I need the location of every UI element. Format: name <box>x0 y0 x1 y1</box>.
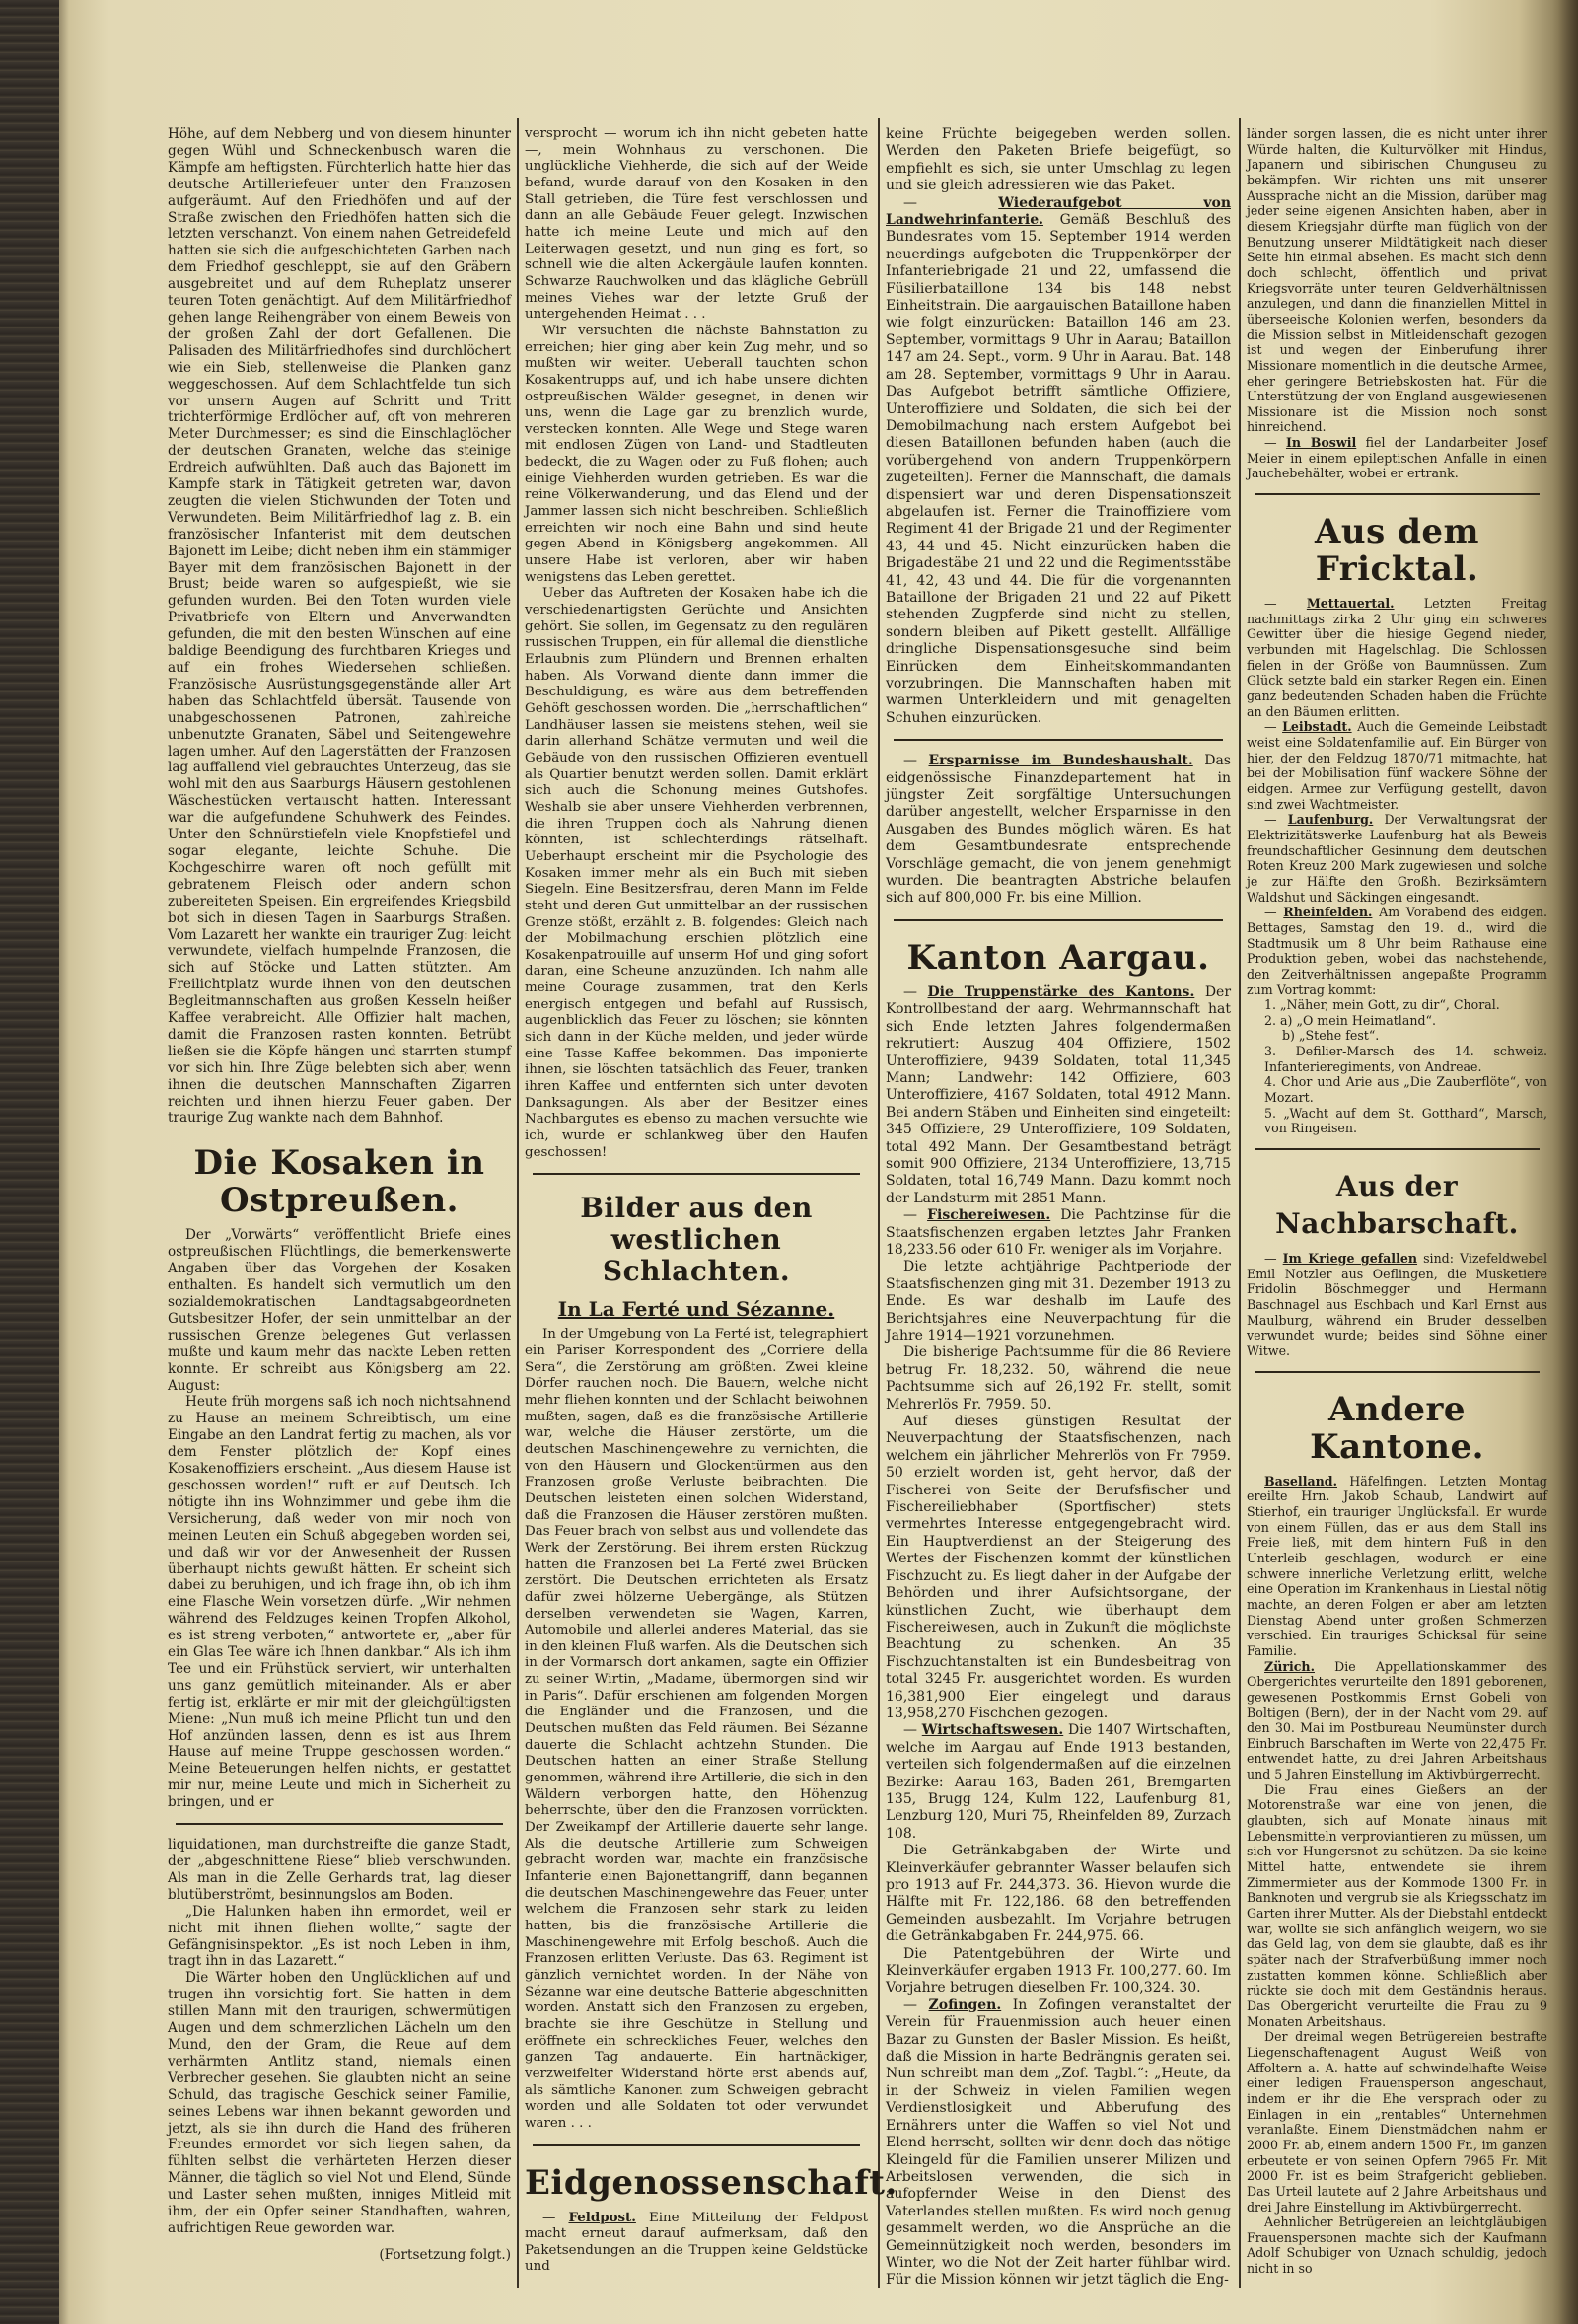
headline-andere-kantone: Andere Kantone. <box>1310 1389 1484 1467</box>
article-text: Der Verwaltungsrat der Elektrizitätswerke Laufenburg hat als Beweis freundschaftlicher Gesinnung dem deutschen Roten Kreuz 200 Mark zugewiesen und solche je zur Hälfte den Großh. Bezirksämtern Waldshut und Säckingen eingesandt. <box>1247 812 1547 905</box>
article-text: — Mettauertal. Letzten Freitag nachmittags zirka 2 Uhr ging ein schweres Gewitter über die hiesige Gegend nieder, verbunden mit Hagelschlag. Die Schlossen fielen in der Größe von Baumnüssen. Zum Glück setzte bald ein starker Regen ein. Einen ganz bedeutenden Schaden haben die Früchte an den Bäumen erlitten. <box>1247 596 1547 719</box>
headline-eidgenossenschaft: Eidgenossenschaft. <box>525 2162 897 2203</box>
headline-fricktal: Aus dem Fricktal. <box>1315 512 1479 590</box>
article-text: länder sorgen lassen, die es nicht unter ihrer Würde halten, die Kulturvölker mit Hindus, Japanern und sibirischen Chunguseu zu bekämpfen. Wir richten uns mit unserer Aussprache nicht an die Mission, darüber mag jeder seine eigenen Ansichten haben, aber in diesem Kriegsjahr dürfte man füglich von der Benutzung unserer Mildtätigkeit nach dieser Seite hin einmal absehen. Es macht sich denn doch schlecht, öffentlich und privat Kriegsvorräte unter teuren Geldverhältnissen anzulegen, und dann die finanziellen Mittel in überseeische Kolonien werfen, besonders da die Mission selbst in Mitleidenschaft gezogen ist und wegen der Einberufung ihrer Missionare momentlich in die deutsche Armee, eher geringere Betriebskosten hat. Für die Unterstützung der von England ausgewiesenen Missionare ist die Mission noch sonst hinreichend. <box>1247 126 1547 435</box>
article-text: sind: Vizefeldwebel Emil Notzler aus Oeflingen, die Musketiere Fridolin Böschmegger und Hermann Baschnagel aus Eschbach und Karl Ernst aus Maulburg, während ein Bruder desselben verwundet wurde; beides sind Söhne einer Witwe. <box>1247 1251 1547 1358</box>
headline-aargau: Kanton Aargau. <box>906 937 1210 978</box>
keyword: Im Kriege gefallen <box>1282 1251 1418 1267</box>
section-divider <box>894 919 1223 921</box>
article-text: Die 1407 Wirtschaften, welche im Aargau auf Ende 1913 bestanden, verteilen sich folgendermaßen auf die einzelnen Bezirke: Aarau 163, Baden 261, Bremgarten 135, Brugg 124, Kulm 122, Laufenburg 81, Lenzburg 120, Muri 75, Rheinfelden 89, Zurzach 108. <box>886 1722 1232 1842</box>
keyword: Baselland. <box>1264 1473 1337 1489</box>
article-text: — Die Truppenstärke des Kantons. Der Kontrollbestand der aarg. Wehrmannschaft hat sich Ende letzten Jahres folgendermaßen rekrutiert: Auszug 404 Offiziere, 1502 Unteroffiziere, 9439 Soldaten, total 11,345 Mann; Landwehr: 142 Offiziere, 603 Unteroffiziere, 4167 Soldaten, total 4912 Mann. Bei andern Stäben und Einheiten sind eingeteilt: 345 Offiziere, 29 Unteroffiziere, 109 Soldaten, total 492 Mann. Der Gesamtbestand beträgt somit 900 Offiziere, 2134 Unteroffiziere, 13,715 Soldaten, total 16,749 Mann. Dazu kommt noch der Landsturm mit 2851 Mann. <box>886 983 1232 1206</box>
subheadline: In La Ferté und Sézanne. <box>557 1297 835 1322</box>
article-text: — Leibstadt. Auch die Gemeinde Leibstadt weist eine Soldatenfamilie auf. Ein Bürger von hier, der den Feldzug 1870/71 mitmachte, hat bei der Mobilisation fünf wackere Söhne der eidgen. Armee zur Verfügung gestellt, davon sind zwei Wachtmeister. <box>1247 719 1547 812</box>
article-text: — Wiederaufgebot von Landwehrinfanterie. Gemäß Beschluß des Bundesrates vom 15. September 1914 werden neuerdings aufgeboten die Truppenkörper der Infanteriebrigade 21 und 22, umfassend die Füsilierbataillone 134 bis 148 nebst Einheitstrain. Die aargauischen Bataillone haben wie folgt einzurücken: Bataillon 146 am 23. September, vormittags 9 Uhr in Aarau; Bataillon 147 am 24. Sept., vorm. 9 Uhr in Aarau. Bat. 148 am 28. September, vormittags 9 Uhr in Aarau. Das Aufgebot betrifft sämtliche Offiziere, Unteroffiziere und Soldaten, die sich bei der Demobilmachung nach erstem Aufgebot bei diesen Bataillonen befunden haben (auch die vorübergehend von andern Truppenkörpern zugeteilten). Ferner die Mannschaft, die damals dispensiert war und deren Dispensationszeit abgelaufen ist. Ferner die Trainoffiziere vom Regiment 41 der Brigade 21 und der Regimenter 43, 44 und 45. Nicht einzurücken haben die Brigadestäbe 21 und 22 und die Regimentsstäbe 41, 42, 43 und 44. Die für die vorgenannten Bataillone der Brigaden 21 und 22 auf Pikett stehenden Zugpferde sind nicht zu stellen, sondern bleiben auf Pikett gestellt. Allfällige dringliche Dispensationsgesuche sind beim Einrücken dem Einheitskommandanten vorzubringen. Die Mannschaften haben mit warmen Unterkleidern und mit genagelten Schuhen einzurücken. <box>886 194 1231 726</box>
article-text: Letzten Freitag nachmittags zirka 2 Uhr ging ein schweres Gewitter über die hiesige Gegend nieder, verbunden mit Hagelschlag. Die Schlossen fielen in der Größe von Baumnüssen. Zum Glück setzte bald ein starker Regen ein. Einen ganz bedeutenden Schaden haben die Früchte an den Bäumen erlitten. <box>1247 596 1547 719</box>
program-item: 3. Defilier-Marsch des 14. schweiz. Infanterieregiments, von Andreae. <box>1264 1044 1547 1074</box>
column-rule <box>878 118 880 2288</box>
feuilleton-text: Die Wärter hoben den Unglücklichen auf und trugen ihn vorsichtig fort. Sie hatten in dem stillen Mann mit den traurigen, schwermütigen Augen und dem schmerzlichen Lächeln um den Mund, den der Gram, die Reue auf dem verhärmten Antlitz stand, niemals einen Verbrecher gesehen. Sie glaubten nicht an seine Schuld, das tragische Geschick seiner Familie, seines Lebens war ihnen bekannt geworden und jetzt, als sie ihn durch die Hand des früheren Freundes ermordet vor sich liegen sahen, da fühlten selbst die verhärteten Herzen dieser Männer, die täglich so viel Not und Elend, Sünde und Laster sehen mußten, inniges Mitleid mit ihm, der ein Opfer seiner Standhaften, wahren, aufrichtigen Reue geworden war. <box>168 1970 511 2236</box>
column-4 <box>1247 126 1547 2277</box>
feuilleton-text: „Die Halunken haben ihn ermordet, weil er nicht mit ihnen fliehen wollte,“ sagte der Gefängnisinspektor. „Es ist noch Leben in ihm, tragt ihn in das Lazarett.“ <box>168 1903 511 1970</box>
column-3 <box>886 126 1231 2289</box>
keyword: Laufenburg. <box>1287 812 1374 828</box>
article-text: — Fischereiwesen. Die Pachtzinse für die Staatsfischenzen ergaben letztes Jahr Franken 18,233.56 oder 610 Fr. weniger als im Vorjahre. <box>886 1207 1232 1258</box>
program-item: 4. Chor und Arie aus „Die Zauberflöte“, von Mozart. <box>1264 1074 1547 1106</box>
column-2 <box>525 126 897 2276</box>
article-text: In Zofingen veranstaltet der Verein für Frauenmission auch heuer einen Bazar zu Gunsten der Basler Mission. Es heißt, daß die Mission in harte Bedrängnis geraten sei. Nun schreibt man dem „Zof. Tagbl.“: „Heute, da in der Schweiz in vielen Familien wegen Verdienstlosigkeit und Abberufung des Ernährers unter die Waffen so viel Not und Elend herrscht, sollten wir denn doch das nötige Kleingeld für die Familien unserer Milizen und Arbeitslosen verwenden, die sich in aufopfernder Weise in den Dienst des Vaterlandes stellen mußten. Es wird noch genug gesammelt werden, wo die Ansprüche an die Gemeinnützigkeit noch werden, besonders im Winter, wo die Not der Zeit harter fühlbar wird. Für die Mission können wir jetzt täglich die Eng- <box>886 1997 1231 2288</box>
continuation-note: (Fortsetzung folgt.) <box>379 2246 511 2263</box>
article-text: — Zofingen. In Zofingen veranstaltet der Verein für Frauenmission auch heuer einen Bazar zu Gunsten der Basler Mission. Es heißt, daß die Mission in harte Bedrängnis geraten sei. Nun schreibt man dem „Zof. Tagbl.“: „Heute, da in der Schweiz in vielen Familien wegen Verdienstlosigkeit und Abberufung des Ernährers unter die Waffen so viel Not und Elend herrscht, sollten wir denn doch das nötige Kleingeld für die Familien unserer Milizen und Arbeitslosen verwenden, die sich in aufopfernder Weise in den Dienst des Vaterlandes stellen mußten. Es wird noch genug gesammelt werden, wo die Ansprüche an die Gemeinnützigkeit noch werden, besonders im Winter, wo die Not der Zeit harter fühlbar wird. Für die Mission können wir jetzt täglich die Eng- <box>886 1997 1231 2288</box>
article-text: Der Kontrollbestand der aarg. Wehrmannschaft hat sich Ende letzten Jahres folgendermaßen rekrutiert: Auszug 404 Offiziere, 1502 Unteroffiziere, 9439 Soldaten, total 11,345 Mann; Landwehr: 142 Offiziere, 603 Unteroffiziere, 4167 Soldaten, total 4912 Mann. Bei andern Stäben und Einheiten sind eingeteilt: 345 Offiziere, 29 Unteroffiziere, 109 Soldaten, total 492 Mann. Der Gesamtbestand beträgt somit 900 Offiziere, 2134 Unteroffiziere, 13,715 Soldaten, total 16,749 Mann. Dazu kommt noch der Landsturm mit 2851 Mann. <box>886 983 1232 1206</box>
article-text: Häfelfingen. Letzten Montag ereilte Hrn. Jakob Schaub, Landwirt auf Stierhof, ein trauriger Unglücksfall. Er wurde von einem Füllen, das er aus dem Stall ins Freie ließ, mit dem hintern Fuß in den Unterleib geschlagen, wodurch er eine schwere innerliche Verletzung erlitt, welche eine Operation im Krankenhaus in Liestal nötig machte, an deren Folgen er aber am letzten Dienstag Abend unter großen Schmerzen verschied. Ein trauriges Schicksal für seine Familie. <box>1247 1473 1547 1658</box>
article-text: fiel der Landarbeiter Josef Meier in einem epileptischen Anfalle in einen Jauchebehälter, wobei er ertrank. <box>1247 435 1547 481</box>
section-divider <box>1255 1148 1540 1150</box>
column-rule <box>1239 118 1241 2288</box>
headline-kosaken: Die Kosaken in Ostpreußen. <box>193 1143 485 1221</box>
article-text: In der Umgebung von La Ferté ist, telegraphiert ein Pariser Korrespondent des „Corriere della Sera“, die Zerstörung am größten. Zwei kleine Dörfer rauchen noch. Die Bauern, welche nicht mehr fliehen konnten und der Schlacht beiwohnen mußten, sagen, daß es die französische Artillerie war, welche die Häuser zerstörte, um die deutschen Maschinengewehre zu vernichten, die von den Häusern und Glockentürmen aus den Franzosen große Verluste beibrachten. Die Deutschen leisteten einen solchen Widerstand, daß die Franzosen die Häuser zerstören mußten. Das Feuer brach von selbst aus und vollendete das Werk der Zerstörung. Bei ihrem ersten Rückzug hatten die Franzosen bei La Ferté zwei Brücken zerstört. Die Deutschen errichteten als Ersatz dafür zwei hölzerne Uebergänge, als Stützen derselben verwendeten sie Wagen, Karren, Automobile und allerlei anderes Material, das sie in den kleinen Fluß warfen. Als die Deutschen sich in der Vormarsch dort ankamen, sagte ein Offizier zu seiner Wirtin, „Madame, übermorgen sind wir in Paris“. Dafür erschienen am folgenden Morgen die Engländer und die Franzosen, und die Deutschen mußten das Feld räumen. Bei Sézanne dauerte die Schlacht achtzehn Stunden. Die Deutschen hatten an einer Straße Stellung genommen, während ihre Artillerie, die sich in den Wäldern verborgen hatte, den Höhenzug beherrschte, über den die Franzosen vorrückten. Der Zweikampf der Artillerie dauerte sehr lange. Als die deutsche Artillerie zum Schweigen gebracht worden war, machte ein französische Infanterie einen Bajonettangriff, dann begannen die deutschen Maschinengewehre das Feuer, unter welchem die Franzosen sehr stark zu leiden hatten, bis die französische Artillerie die Maschinengewehre mit Erfolg beschoß. Auch die Franzosen erlitten Verluste. Das 63. Regiment ist gänzlich vernichtet worden. In der Nähe von Sézanne war eine deutsche Batterie abgeschnitten worden. Anstatt sich den Franzosen zu ergeben, brachte sie ihre Geschütze in Stellung und eröffnete ein schreckliches Feuer, welches den ganzen Tag andauerte. Ein hartnäckiger, verzweifelter Widerstand hörte erst abends auf, als sämtliche Kanonen zum Schweigen gebracht worden und alle Soldaten tot oder verwundet waren . . . <box>525 1327 868 2131</box>
article-text: Höhe, auf dem Nebberg und von diesem hinunter gegen Wühl und Schneckenbusch waren die Kämpfe am heftigsten. Fürchterlich hatte hier das deutsche Artilleriefeuer unter den Franzosen aufgeräumt. Auf den Friedhöfen und auf der Straße zwischen den Friedhöfen hatten sich die letzten verschanzt. Von einem nahen Getreidefeld hatten sie sich die aufgeschichteten Garben nach dem Friedhof geschleppt, sie auf den Gräbern ausgebreitet und auf dem Ruheplatz unserer teuren Toten genächtigt. Auf dem Militärfriedhof gehen lange Reihengräber von einem Beweis von der großen Zahl der dort Gefallenen. Die Palisaden des Militärfriedhofes sind durchlöchert wie ein Sieb, stellenweise die Planken ganz weggeschossen. Auf dem Schlachtfelde tun sich vor unsern Augen auf Schritt und Tritt trichterförmige Erdlöcher auf, oft von mehreren Meter Durchmesser; es sind die Einschlaglöcher der deutschen Granaten, welche das steinige Erdreich aufwühlten. Daß auch das Bajonett im Kampfe stark in Tätigkeit getreten war, davon zeugten die vielen Stichwunden der Toten und Verwundeten. Beim Militärfriedhof lag z. B. ein französischer Infanterist mit dem deutschen Bajonett im Leibe; dicht neben ihm ein stämmiger Bayer mit dem französischen Bajonett in der Brust; beide waren so aufgespießt, wie sie gefunden wurden. Bei den Toten wurden viele Privatbriefe von Eltern und Anverwandten gefunden, die mit den besten Wünschen auf eine baldige Beendigung des furchtbaren Krieges und auf ein frohes Wiedersehen schließen. Französische Ausrüstungsgegenstände aller Art haben das Schlachtfeld übersät. Tausende von unabgeschossenen Patronen, zahlreiche unbenutzte Granaten, Säbel und Seitengewehre lagen umher. Auf den Lagerstätten der Franzosen lag auffallend viel gebrauchtes Unterzeug, das sie wohl mit den aus Saarburgs Häusern gestohlenen Wäschestücken vertauscht hatten. Interessant war die aufgefundene Schuhwerk des Feindes. Unter den Schnürstiefeln viele Knopfstiefel und sogar elegante, leichte Schuhe. Die Kochgeschirre waren oft noch gefüllt mit gebratenem Fleisch oder andern schon zubereiteten Speisen. Ein ergreifendes Kriegsbild bot sich in diesen Tagen in Saarburgs Straßen. Vom Lazarett her wankte ein trauriger Zug: leicht verwundete, vielfach humpelnde Franzosen, die sich auf Stöcke und Latten stützten. Am Freilichtplatz wurde ihnen von den deutschen Begleitmannschaften aus großen Kesseln heißer Kaffee verabreicht. Alle Offizier halt machen, damit die Franzosen rasten konnten. Betrübt ließen sie die Köpfe hängen und starrten stumpf vor sich hin. Ihre Züge belebten sich aber, wenn ihnen die deutschen Mannschaften Zigarren reichten und ihnen hierzu Feuer gaben. Der traurige Zug wankte nach dem Bahnhof. <box>168 126 511 1126</box>
column-1 <box>168 126 511 2264</box>
article-text: Wir versuchten die nächste Bahnstation zu erreichen; hier ging aber kein Zug mehr, und so mußten wir weiter. Ueberall tauchten schon Kosakentrupps auf, und ich habe unsere dichten ostpreußischen Wälder gesegnet, in denen wir uns, wenn die Lage gar zu brenzlich wurde, verstecken konnten. Alle Wege und Stege waren mit endlosen Zügen von Land- und Stadtleuten bedeckt, die zu Wagen oder zu Fuß flohen; auch einige Viehherden wurden getrieben. Es war die reine Völkerwanderung, und das Elend und der Jammer lassen sich nicht beschreiben. Schließlich erreichten wir noch eine Bahn und sind heute gegen Abend in Königsberg angekommen. All unsere Habe ist verloren, aber wir haben wenigstens das Leben gerettet. <box>525 323 868 585</box>
article-text <box>1247 1659 1547 1782</box>
article-text: Die Getränkabgaben der Wirte und Kleinverkäufer gebrannter Wasser belaufen sich pro 1913 auf Fr. 244,373. 36. Hievon wurde die Hälfte mit Fr. 122,186. 68 den betreffenden Gemeinden ausbezahlt. Im Vorjahre betrugen die Getränkabgaben Fr. 244,975. 66. <box>886 1843 1231 1945</box>
article-text: keine Früchte beigegeben werden sollen. Werden den Paketen Briefe beigefügt, so empfiehlt es sich, sie unter Umschlag zu legen und sie gleich adressieren wie das Paket. <box>886 126 1231 194</box>
article-text: — In Boswil fiel der Landarbeiter Josef Meier in einem epileptischen Anfalle in einen Jauchebehälter, wobei er ertrank. <box>1247 435 1547 481</box>
article-text: — Ersparnisse im Bundeshaushalt. Das eidgenössische Finanzdepartement hat in jüngster Zeit sorgfältige Untersuchungen darüber angestellt, welcher Ersparnisse in den Ausgaben des Bundes möglich wären. Es hat dem Gesamtbundesrate entsprechende Vorschläge gemacht, die von jenem genehmigt wurden. Die beantragten Abstriche belaufen sich auf 800,000 Fr. bis eine Million. <box>886 753 1231 907</box>
article-text: Der „Vorwärts“ veröffentlicht Briefe eines ostpreußischen Flüchtlings, die bemerkenswerte Angaben über das Vorgehen der Kosaken enthalten. Es handelt sich vermutlich um den sozialdemokratischen Landtagsabgeordneten Gutsbesitzer Hofer, der sein unmittelbar an der russischen Grenze belegenes Gut verlassen mußte und kaum mehr das nackte Leben retten konnte. Er schreibt aus Königsberg am 22. August: <box>168 1227 511 1394</box>
keyword: Die Truppenstärke des Kantons. <box>927 983 1195 1000</box>
section-divider <box>176 1823 503 1825</box>
program-item: 2. a) „O mein Heimatland“. <box>1264 1012 1436 1028</box>
keyword: Ersparnisse im Bundeshaushalt. <box>928 753 1193 769</box>
keyword: Wiederaufgebot von Landwehrinfanterie. <box>886 194 1231 229</box>
section-divider <box>533 2144 860 2146</box>
program-item: b) „Stehe fest“. <box>1282 1028 1380 1044</box>
keyword: Zürich. <box>1264 1658 1315 1674</box>
article-text: Die Pachtzinse für die Staatsfischenzen ergaben letztes Jahr Franken 18,233.56 oder 610 Fr. weniger als im Vorjahre. <box>886 1207 1232 1258</box>
article-text: Ueber das Auftreten der Kosaken habe ich die verschiedenartigsten Gerüchte und Ansichten gehört. Sie sollen, im Gegensatz zu den regulären russischen Truppen, ein für allemal die dienstliche Erlaubnis zum Plündern und Brennen erhalten haben. Als Vorwand diente dann immer die Beschuldigung, es wäre aus dem betreffenden Gehöft geschossen worden. Die „herrschaftlichen“ Landhäuser lassen sie meistens stehen, weil sie darin allerhand Schätze vermuten und weil die Gebäude von den russischen Offizieren eventuell als Quartier benutzt werden sollen. Damit erklärt sich auch die Schonung meines Gutshofes. Weshalb sie aber unsere Viehherden verbrennen, die ihren Truppen doch als Nahrung dienen könnten, ist schlechterdings rätselhaft. Ueberhaupt erscheint mir die Psychologie des Kosaken immer mehr als ein Buch mit sieben Siegeln. Eine Besitzersfrau, deren Mann im Felde steht und deren Gut unmittelbar an der russischen Grenze stößt, erzählt z. B. folgendes: Gleich nach der Mobilmachung erschien plötzlich eine Kosakenpatrouille auf unserm Hof und ging sofort daran, eine Scheune anzuzünden. Ich nahm alle meine Courage zusammen, trat den Kerls energisch entgegen und befahl auf Russisch, augenblicklich das Feuer zu löschen; sie könnten sich dann in der Küche melden, und jeder würde eine Tasse Kaffee bekommen. Das imponierte ihnen, sie löschten tatsächlich das Feuer, tranken ihren Kaffee und entfernten sich unter devoten Danksagungen. Als aber der Besitzer eines Nachbargutes es ebenso zu machen versuchte wie ich, wurde er schlankweg über den Haufen geschossen! <box>525 586 868 1160</box>
keyword: Rheinfelden. <box>1283 905 1373 920</box>
article-text: Aehnlicher Betrügereien an leichtgläubigen Frauenspersonen machte sich der Kaufmann Adolf Schubiger von Uznach schuldig, jedoch nicht in so <box>1247 2215 1547 2277</box>
section-divider <box>533 1173 860 1175</box>
keyword: Wirtschaftswesen. <box>921 1722 1064 1739</box>
article-text: Auf dieses günstigen Resultat der Neuverpachtung der Staatsfischenzen, nach welchem ein jährlicher Mehrerlös von Fr. 7959. 50 erzielt worden ist, geht hervor, daß der Fischerei von Seite der Berufsfischer und Fischereiliebhaber (Sportfischer) stets vermehrtes Interesse entgegengebracht wird. Ein Hauptverdienst an der Steigerung des Wertes der Fischenzen kommt der künstlichen Fischzucht zu. Es liegt daher in der Aufgabe der Behörden und ihrer Aufsichtsorgane, der künstlichen Zucht, wie überhaupt dem Fischereiwesen, auch in Zukunft die möglichste Beachtung zu schenken. An 35 Fischzuchtanstalten ist ein Bundesbeitrag von total 3245 Fr. ausgerichtet worden. Es wurden 16,381,900 Eier eingelegt und daraus 13,958,270 Fischchen gezogen. <box>886 1414 1231 1721</box>
article-text: Die Frau eines Gießers an der Motorenstraße war eine von jenen, die glaubten, sich auf Monate hinaus mit Lebensmitteln verproviantieren zu müssen, um sich vor Hungersnot zu schützen. Da sie keine Mittel hatte, entwendete sie ihrem Zimmermieter aus der Kommode 1300 Fr. in Banknoten und vergrub sie als Kriegsschatz im Garten ihrer Mutter. Als der Diebstahl entdeckt war, wollte sie sich anfänglich weigern, wo sie das Geld lag, von dem sie glaubte, daß es ihr später nach der Strafverbüßung immer noch zustatten kommen könne. Schließlich aber rückte sie doch mit dem Geständnis heraus. Das Obergericht verurteilte die Frau zu 9 Monaten Arbeitshaus. <box>1247 1781 1547 2029</box>
article-text: Die bisherige Pachtsumme für die 86 Reviere betrug Fr. 18,232. 50, während die neue Pachtsumme sich auf 26,192 Fr. stellt, somit Mehrerlös Fr. 7959. 50. <box>886 1344 1231 1413</box>
article-text: Am Vorabend des eidgen. Bettages, Samstag den 19. d., wird die Stadtmusik um 8 Uhr beim Rathause eine Produktion geben, wobei das nachstehende, den Zeitverhältnissen angepaßte Programm zum Vortrag kommt: <box>1247 905 1547 997</box>
headline-bilder: Bilder aus den westlichen Schlachten. <box>580 1192 813 1288</box>
page-edge-shadow <box>1552 0 1578 2324</box>
article-text: Das eidgenössische Finanzdepartement hat in jüngster Zeit sorgfältige Untersuchungen darüber angestellt, welcher Ersparnisse in den Ausgaben des Bundes möglich wären. Es hat dem Gesamtbundesrate entsprechende Vorschläge gemacht, die von jenem genehmigt wurden. Die beantragten Abstriche belaufen sich auf 800,000 Fr. bis eine Million. <box>886 753 1231 907</box>
article-text: — Feldpost. Eine Mitteilung der Feldpost macht erneut darauf aufmerksam, daß den Paketsendungen an die Truppen keine Geldstücke und <box>525 2209 868 2275</box>
article-text: Eine Mitteilung der Feldpost macht erneut darauf aufmerksam, daß den Paketsendungen an die Truppen keine Geldstücke und <box>525 2210 868 2275</box>
keyword: Leibstadt. <box>1282 719 1352 735</box>
section-divider <box>894 739 1223 741</box>
article-text: Die Appellationskammer des Obergerichtes verurteilte den 1891 geborenen, gewesenen Postkommis Ernst Gobeli von Boltigen (Bern), der in der Nacht vom 29. auf den 30. Mai im Postbureau Neumünster durch Einbruch Barschaften im Werte von 22,475 Fr. entwendet hatte, zu drei Jahren Arbeitshaus und 5 Jahren Einstellung im Aktivbürgerrecht. <box>1247 1658 1547 1782</box>
article-text: versprocht — worum ich ihn nicht gebeten hatte —, mein Wohnhaus zu verschonen. Die unglückliche Viehherde, die sich auf der Weide befand, wurde darauf von den Kosaken in den Stall getrieben, die Türe fest verschlossen und dann an alle Gebäude Feuer gelegt. Inzwischen hatte ich meine Leute und mich auf den Leiterwagen gesetzt, und nun ging es fort, so schnell wie die alten Ackergäule laufen konnten. Schwarze Rauchwolken und das klägliche Gebrüll meines Viehes war der letzte Gruß der untergehenden Heimat . . . <box>525 126 868 323</box>
headline-nachbarschaft: Aus der Nachbarschaft. <box>1275 1170 1519 1241</box>
program-item: 5. „Wacht auf dem St. Gotthard“, Marsch, von Ringeisen. <box>1264 1105 1547 1136</box>
column-rule <box>517 118 519 2288</box>
article-text: — Rheinfelden. Am Vorabend des eidgen. Bettages, Samstag den 19. d., wird die Stadtmusik um 8 Uhr beim Rathause eine Produktion geben, wobei das nachstehende, den Zeitverhältnissen angepaßte Programm zum Vortrag kommt: <box>1247 905 1547 997</box>
keyword: In Boswil <box>1285 435 1357 451</box>
article-text: — Im Kriege gefallen sind: Vizefeldwebel Emil Notzler aus Oeflingen, die Musketiere Fridolin Böschmegger und Hermann Baschnagel aus Eschbach und Karl Ernst aus Maulburg, während ein Bruder desselben verwundet wurde; beides sind Söhne einer Witwe. <box>1247 1251 1547 1358</box>
keyword: Fischereiwesen. <box>927 1207 1051 1224</box>
article-text <box>1247 1474 1547 1659</box>
article-text: — Wirtschaftswesen. Die 1407 Wirtschaften, welche im Aargau auf Ende 1913 bestanden, verteilen sich folgendermaßen auf die einzelnen Bezirke: Aarau 163, Baden 261, Bremgarten 135, Brugg 124, Kulm 122, Laufenburg 81, Lenzburg 120, Muri 75, Rheinfelden 89, Zurzach 108. <box>886 1722 1232 1842</box>
program-item: 1. „Näher, mein Gott, zu dir“, Choral. <box>1264 997 1500 1013</box>
keyword: Mettauertal. <box>1306 596 1395 612</box>
article-text: Der dreimal wegen Betrügereien bestrafte Liegenschaftenagent August Weiß von Affoltern a. A. hatte auf schwindelhafte Weise einer ledigen Frauensperson angeschaut, indem er ihr die Ehe versprach oder zu Einlagen in ein „rentables“ Unternehmen veranlaßte. Einem Dienstmädchen nahm er 2000 Fr. ab, einem andern 1500 Fr., im ganzen erbeutete er von seinen Opfern 7965 Fr. Mit 2000 Fr. ist es beim Strafgericht geblieben. Das Urteil lautete auf 2 Jahre Arbeitshaus und drei Jahre Einstellung im Aktivbürgerrecht. <box>1247 2029 1547 2215</box>
article-text: Auch die Gemeinde Leibstadt weist eine Soldatenfamilie auf. Ein Bürger von hier, der den Feldzug 1870/71 mitmachte, hat bei der Mobilisation fünf wackere Söhne der eidgen. Armee zur Verfügung gestellt, davon sind zwei Wachtmeister. <box>1247 719 1547 812</box>
article-text: Heute früh morgens saß ich noch nichtsahnend zu Hause an meinem Schreibtisch, um eine Eingabe an den Landrat fertig zu machen, als vor dem Fenster plötzlich der Kopf eines Kosakenoffiziers erscheint. „Aus diesem Hause ist geschossen worden!“ ruft er auf Deutsch. Ich nötigte ihn ins Wohnzimmer und gebe ihm die Versicherung, daß weder von mir noch von meinen Leuten ein Schuß abgegeben worden sei, und daß wir vor der Anwesenheit der Russen überhaupt nichts gewußt hätten. Er scheint sich dabei zu beruhigen, und ich frage ihn, ob ich ihm eine Flasche Wein vorsetzen dürfe. „Wir nehmen während des Feldzuges keinen Tropfen Alkohol, es ist streng verboten,“ antwortete er, „aber für ein Glas Tee wäre ich Ihnen dankbar.“ Als ich ihm Tee und ein Frühstück serviert, wir unterhalten uns ganz gemütlich miteinander. Als er aber fertig ist, erklärte er mir mit der gleichgültigsten Miene: „Nun muß ich meine Pflicht tun und den Hof anzünden lassen, denn es ist aus Ihrem Hause auf meine Truppe geschossen worden.“ Meine Beteuerungen helfen nichts, er gestattet mir nur, meine Leute und mich in Sicherheit zu bringen, und er <box>168 1394 511 1811</box>
article-text: Die letzte achtjährige Pachtperiode der Staatsfischenzen ging mit 31. Dezember 1913 zu Ende. Es war deshalb im Laufe des Berichtsjahres eine Neuverpachtung für die Jahre 1914—1921 vorzunehmen. <box>886 1259 1231 1344</box>
section-divider <box>1255 493 1540 495</box>
keyword: Feldpost. <box>568 2209 636 2225</box>
section-divider <box>1255 1371 1540 1373</box>
article-text: — Laufenburg. Der Verwaltungsrat der Elektrizitätswerke Laufenburg hat als Beweis freundschaftlicher Gesinnung dem deutschen Roten Kreuz 200 Mark zugewiesen und solche je zur Hälfte den Großh. Bezirksämtern Waldshut und Säckingen eingesandt. <box>1247 812 1547 905</box>
book-spine <box>0 0 59 2324</box>
article-text: Die Patentgebühren der Wirte und Kleinverkäufer ergaben 1913 Fr. 100,277. 60. Im Vorjahre betrugen dieselben Fr. 100,324. 30. <box>886 1945 1231 1997</box>
keyword: Zofingen. <box>928 1997 1002 2013</box>
article-text: Gemäß Beschluß des Bundesrates vom 15. September 1914 werden neuerdings aufgeboten die Truppenkörper der Infanteriebrigade 21 und 22, umfassend die Füsilierbataillone 134 bis 148 nebst Einheitstrain. Die aargauischen Bataillone haben wie folgt einzurücken: Bataillon 146 am 23. September, vormittags 9 Uhr in Aarau; Bataillon 147 am 24. Sept., vorm. 9 Uhr in Aarau. Bat. 148 am 28. September, vormittags 9 Uhr in Aarau. Das Aufgebot betrifft sämtliche Offiziere, Unteroffiziere und Soldaten, die sich bei der Demobilmachung nach erstem Aufgebot bei diesen Bataillonen befunden haben (auch die vorübergehend von andern Truppenkörpern zugeteilten). Ferner die Mannschaft, die damals dispensiert war und deren Dispensationszeit abgelaufen ist. Ferner die Trainoffiziere vom Regiment 41 der Brigade 21 und der Regimenter 43, 44 und 45. Nicht einzurücken haben die Brigadestäbe 21 und 22 und die Regimentsstäbe 41, 42, 43 und 44. Die für die vorgenannten Bataillone der Brigaden 21 und 22 auf Pikett stehenden Zugpferde sind nicht zu stellen, sondern bleiben auf Pikett gestellt. Allfällige dringliche Dispensationsgesuche sind beim Einrücken dem Einheitskommandanten vorzubringen. Die Mannschaften haben mit warmen Unterkleidern und mit genagelten Schuhen einzurücken. <box>886 212 1231 726</box>
feuilleton-text: liquidationen, man durchstreifte die ganze Stadt, der „abgeschnittene Riese“ blieb verschwunden. Als man in die Zelle Gerhards trat, lag dieser blutüberströmt, besinnungslos am Boden. <box>168 1837 511 1903</box>
